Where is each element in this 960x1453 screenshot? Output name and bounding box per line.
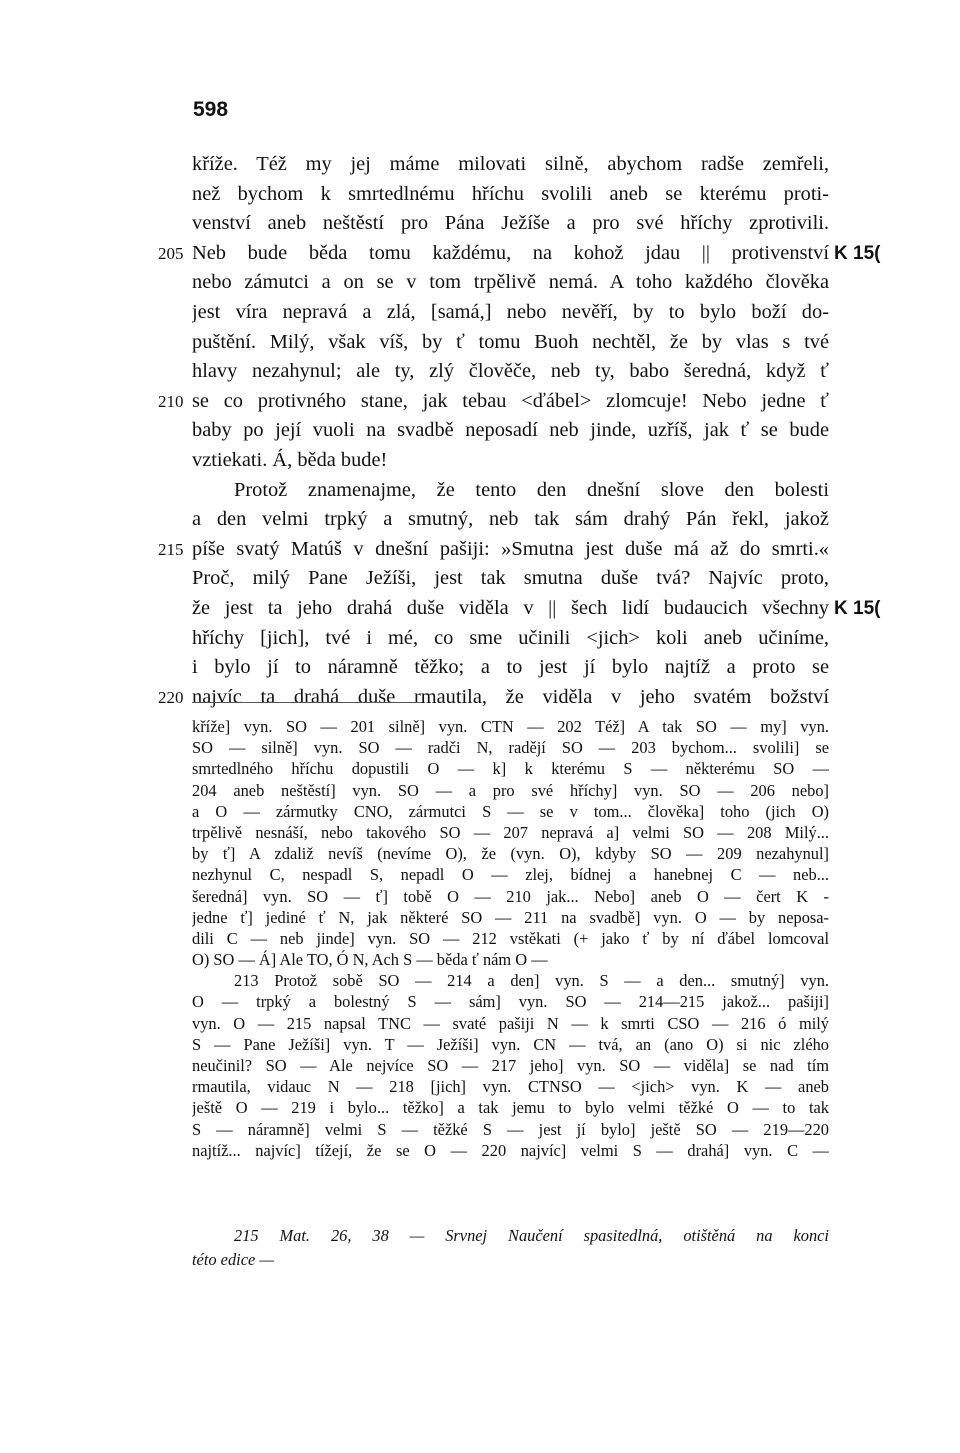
apparatus-text: 213 Protož sobě SO — 214 a den] vyn. S — a den... smutný] vyn. (234, 971, 829, 991)
line-text: Protož znamenajme, že tento den dnešní slove den bolesti (234, 478, 829, 501)
commentary-line (0, 1224, 960, 1248)
margin-reference: K 15( (834, 242, 881, 264)
main-text-block (0, 150, 960, 712)
footnote-separator (192, 702, 422, 703)
line-text: puštění. Milý, však víš, by ť tomu Buoh nechtěl, že by vlas s tvé (192, 330, 829, 353)
text-line (0, 387, 960, 417)
text-line (0, 594, 960, 624)
apparatus-text: by ť] A zdaliž nevíš (nevíme O), že (vyn. O), kdyby SO — 209 nezahynul] (192, 844, 829, 864)
apparatus-text: SO — silně] vyn. SO — radči N, radějí SO — 203 bychom... svolili] se (192, 738, 829, 758)
apparatus-text: smrtedlného hříchu dopustili O — k] k kterému S — některému SO — (192, 759, 829, 779)
line-text: jest víra nepravá a zlá, [samá,] nebo nevěří, by to bylo boží do- (192, 300, 829, 323)
text-line (0, 564, 960, 594)
text-line (0, 268, 960, 298)
apparatus-line (0, 970, 960, 991)
line-number: 215 (158, 539, 184, 559)
apparatus-line (0, 843, 960, 864)
line-text: i bylo jí to náramně těžko; a to jest jí bylo najtíž a proto se (192, 656, 829, 679)
apparatus-text: S — náramně] velmi S — těžké S — jest jí bylo] ještě SO — 219—220 (192, 1119, 829, 1139)
line-text: Proč, milý Pane Ježíši, jest tak smutna duše tvá? Najvíc proto, (192, 567, 829, 590)
text-line (0, 298, 960, 328)
apparatus-line (0, 949, 960, 970)
apparatus-text: jedne ť] jediné ť N, jak některé SO — 211 na svadbě] vyn. O — by neposa- (192, 907, 829, 927)
text-line (0, 180, 960, 210)
commentary-text: této edice — (192, 1250, 274, 1269)
apparatus-line (0, 1119, 960, 1140)
apparatus-line (0, 907, 960, 928)
line-text: nebo zámutci a on se v tom trpělivě nemá. A toho každého člověka (192, 271, 829, 294)
apparatus-line (0, 864, 960, 885)
line-text: že jest ta jeho drahá duše viděla v || šech lidí budaucich všechny (192, 596, 829, 619)
line-text: baby po její vuoli na svadbě neposadí neb jinde, uzříš, jak ť se bude (192, 419, 829, 442)
apparatus-text: šeredná] vyn. SO — ť] tobě O — 210 jak... Nebo] aneb O — čert K - (192, 886, 829, 906)
apparatus-line (0, 737, 960, 758)
line-text: píše svatý Matúš v dnešní pašiji: »Smutna jest duše má až do smrti.« (192, 537, 829, 560)
apparatus-line (0, 1076, 960, 1097)
apparatus-line (0, 822, 960, 843)
page-number: 598 (193, 98, 229, 121)
text-line (0, 535, 960, 565)
apparatus-text: rmautila, vidauc N — 218 [jich] vyn. CTNSO — <jich> vyn. K — aneb (192, 1077, 829, 1097)
text-line (0, 505, 960, 535)
apparatus-text: S — Pane Ježíši] vyn. T — Ježíši] vyn. CN — tvá, an (ano O) si nic zlého (192, 1034, 829, 1054)
commentary-note (0, 1224, 960, 1272)
text-line (0, 328, 960, 358)
apparatus-text: O) SO — Á] Ale TO, Ó N, Ach S — běda ť nám O — (192, 950, 548, 970)
apparatus-text: O — trpký a bolestný S — sám] vyn. SO — 214—215 jakož... pašiji] (192, 992, 829, 1012)
line-text: vztiekati. Á, běda bude! (192, 448, 388, 471)
text-line (0, 150, 960, 180)
apparatus-text: dili C — neb jinde] vyn. SO — 212 vstěkati (+ jako ť by ní ďábel lomcoval (192, 928, 829, 948)
line-number: 205 (158, 243, 184, 263)
apparatus-line (0, 801, 960, 822)
text-line (0, 239, 960, 269)
commentary-text: 215 Mat. 26, 38 — Srvnej Naučení spasitedlná, otištěná na konci (234, 1226, 829, 1245)
apparatus-line (0, 716, 960, 737)
apparatus-text: a O — zármutky CNO, zármutci S — se v tom... člověka] toho (jich O) (192, 801, 829, 821)
text-line (0, 624, 960, 654)
line-text: kříže. Též my jej máme milovati silně, abychom radše zemřeli, (192, 153, 829, 175)
apparatus-text: kříže] vyn. SO — 201 silně] vyn. CTN — 202 Též] A tak SO — my] vyn. (192, 717, 829, 736)
apparatus-text: nezhynul C, nespadl S, nepadl O — zlej, bídnej a hanebnej C — neb... (192, 865, 829, 885)
apparatus-line (0, 928, 960, 949)
apparatus-line (0, 780, 960, 801)
line-text: než bychom k smrtedlnému hříchu svolili aneb se kterému proti- (192, 182, 829, 205)
apparatus-line (0, 1140, 960, 1161)
apparatus-text: vyn. O — 215 napsal TNC — svaté pašiji N — k smrti CSO — 216 ó milý (192, 1013, 829, 1033)
apparatus-text: 204 aneb neštěstí] vyn. SO — a pro své hříchy] vyn. SO — 206 nebo] (192, 780, 829, 800)
commentary-line (0, 1248, 960, 1272)
text-line (0, 653, 960, 683)
line-text: najvíc ta drahá duše rmautila, že viděla v jeho svatém božství (192, 685, 829, 708)
text-line (0, 209, 960, 239)
line-text: se co protivného stane, jak tebau <ďábel> zlomcuje! Nebo jedne ť (192, 389, 829, 412)
apparatus-line (0, 758, 960, 779)
apparatus-text: trpělivě nesnáší, nebo takového SO — 207 nepravá a] velmi SO — 208 Milý... (192, 822, 829, 842)
apparatus-line (0, 991, 960, 1012)
apparatus-line (0, 1013, 960, 1034)
line-number: 220 (158, 687, 184, 707)
line-text: Neb bude běda tomu každému, na kohož jdau || protivenství (192, 241, 829, 264)
apparatus-line (0, 1097, 960, 1118)
line-text: venství aneb neštěstí pro Pána Ježíše a pro své hříchy zprotivili. (192, 212, 829, 235)
critical-apparatus (0, 716, 960, 1161)
text-line (0, 357, 960, 387)
apparatus-line (0, 886, 960, 907)
text-line (0, 476, 960, 506)
apparatus-text: ještě O — 219 i bylo... těžko] a tak jemu to bylo velmi těžké O — to tak (192, 1098, 829, 1118)
apparatus-text: najtíž... najvíc] tížejí, že se O — 220 najvíc] velmi S — drahá] vyn. C — (192, 1140, 829, 1160)
apparatus-line (0, 1055, 960, 1076)
line-number: 210 (158, 391, 184, 411)
apparatus-line (0, 1034, 960, 1055)
text-line (0, 416, 960, 446)
apparatus-text: neučinil? SO — Ale nejvíce SO — 217 jeho] vyn. SO — viděla] se nad tím (192, 1056, 829, 1075)
text-line (0, 446, 960, 476)
text-line (0, 683, 960, 713)
margin-reference: K 15( (834, 597, 881, 619)
line-text: hříchy [jich], tvé i mé, co sme učinili <jich> koli aneb učiníme, (192, 626, 829, 649)
line-text: hlavy nezahynul; ale ty, zlý člověče, neb ty, babo šeredná, když ť (192, 360, 829, 383)
line-text: a den velmi trpký a smutný, neb tak sám drahý Pán řekl, jakož (192, 508, 829, 531)
